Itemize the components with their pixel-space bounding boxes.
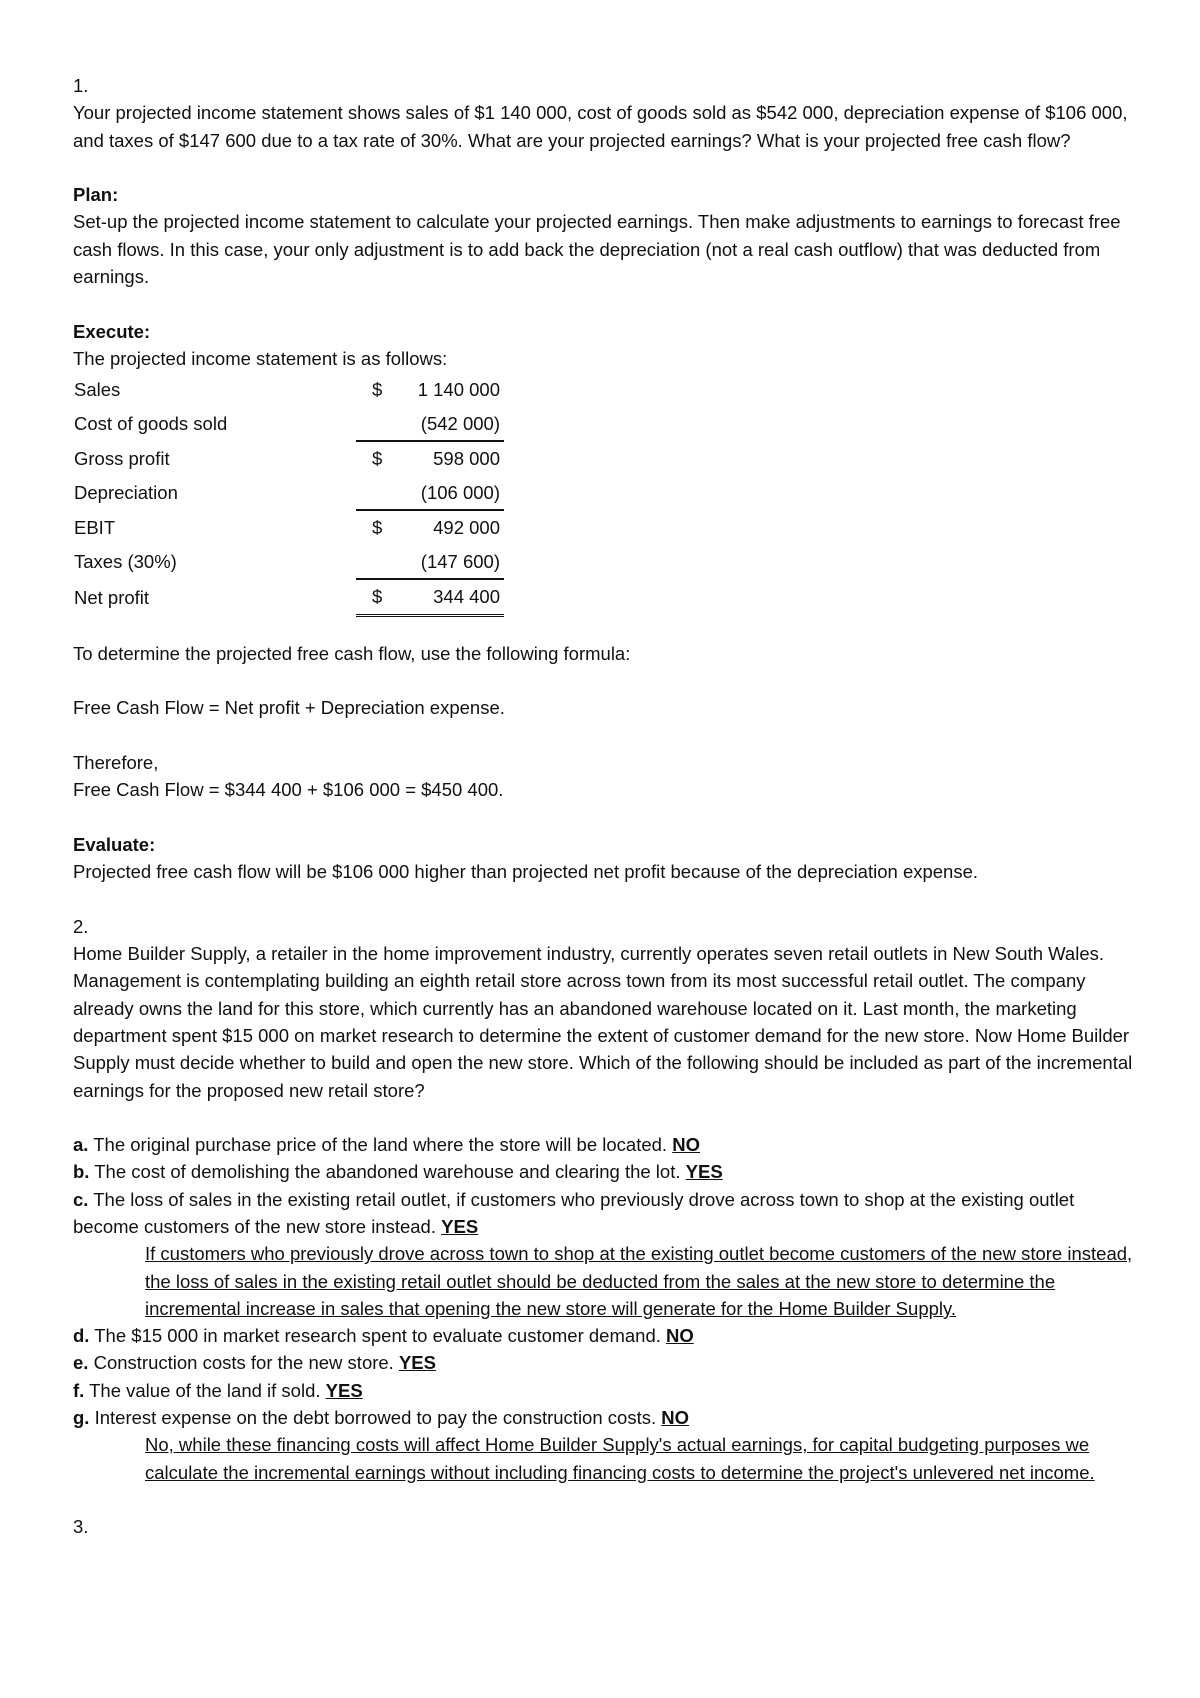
statement-currency	[356, 476, 404, 511]
item-text: The cost of demolishing the abandoned warehouse and clearing the lot.	[89, 1161, 686, 1183]
therefore-text: Therefore,	[73, 751, 159, 773]
item-text: The original purchase price of the land where the store will be located.	[88, 1134, 673, 1156]
statement-currency	[356, 407, 404, 442]
item-text: The loss of sales in the existing retail outlet, if customers who previously drove across town to shop at the existing outlet become customers of the new store instead.	[73, 1188, 1075, 1237]
item-letter: b.	[73, 1161, 90, 1183]
item-letter: d.	[73, 1325, 90, 1347]
statement-amount: (106 000)	[420, 481, 500, 503]
question-1-text: Your projected income statement shows sales of $1 140 000, cost of goods sold as $542 000, depreciation expense of $106 000, and taxes of $147 600 due to a tax rate of 30%. What are your projected earnings? What is your projected free cash flow?	[73, 102, 1128, 151]
statement-row-gross-profit	[73, 441, 504, 476]
question-2-number: 2.	[73, 915, 89, 937]
statement-row-taxes	[73, 545, 504, 580]
statement-row-cogs	[73, 407, 504, 442]
item-letter: a.	[73, 1134, 89, 1156]
income-statement-table	[73, 373, 504, 617]
answer-item-e	[73, 1349, 1133, 1376]
statement-row-sales	[73, 373, 504, 407]
statement-label: Depreciation	[74, 482, 178, 504]
item-answer: YES	[685, 1161, 723, 1183]
item-letter: c.	[73, 1188, 89, 1210]
answer-item-d	[73, 1322, 1133, 1349]
item-text: The value of the land if sold.	[84, 1379, 326, 1401]
note-c: If customers who previously drove across town to shop at the existing outlet become customers of the new store instead, the loss of sales in the existing retail outlet should be deducted from the sales at the new store to determine the incremental increase in sales that opening the new store will generate for the Home Builder Supply.	[145, 1243, 1133, 1319]
statement-label: EBIT	[74, 516, 116, 538]
statement-label: Cost of goods sold	[74, 413, 228, 435]
formula: Free Cash Flow = Net profit + Depreciation expense.	[73, 697, 505, 719]
document-page	[73, 72, 1133, 1541]
statement-row-ebit	[73, 510, 504, 545]
item-text: The $15 000 in market research spent to evaluate customer demand.	[89, 1325, 667, 1347]
question-1-number: 1.	[73, 75, 89, 96]
evaluate-heading: Evaluate:	[73, 833, 156, 855]
item-answer: NO	[661, 1407, 689, 1429]
statement-row-net-profit	[73, 579, 504, 615]
answer-item-c	[73, 1186, 1133, 1241]
answer-item-g	[73, 1404, 1133, 1431]
answer-item-a	[73, 1131, 1133, 1158]
item-answer: NO	[672, 1134, 700, 1156]
execute-heading: Execute:	[73, 320, 151, 342]
note-g: No, while these financing costs will affect Home Builder Supply's actual earnings, for capital budgeting purposes we calculate the incremental earnings without including financing costs to determine the project's unlevered net income.	[145, 1434, 1095, 1483]
statement-label: Gross profit	[74, 447, 170, 469]
item-answer: NO	[666, 1325, 694, 1347]
item-answer: YES	[325, 1379, 363, 1401]
item-text: Construction costs for the new store.	[88, 1352, 399, 1374]
item-answer: YES	[398, 1352, 436, 1374]
formula-intro: To determine the projected free cash flow, use the following formula:	[73, 642, 631, 664]
item-letter: f.	[73, 1379, 85, 1401]
statement-amount: (147 600)	[420, 550, 500, 572]
question-3-number: 3.	[73, 1516, 89, 1538]
item-text: Interest expense on the debt borrowed to pay the construction costs.	[89, 1407, 662, 1429]
answer-item-b	[73, 1158, 1133, 1185]
item-letter: e.	[73, 1352, 89, 1374]
free-cash-flow-result: Free Cash Flow = $344 400 + $106 000 = $450 400.	[73, 779, 504, 801]
statement-amount: 1 140 000	[417, 379, 500, 401]
statement-currency	[356, 545, 404, 580]
statement-label: Sales	[74, 379, 121, 401]
question-2-text: Home Builder Supply, a retailer in the home improvement industry, currently operates seven retail outlets in New South Wales. Management is contemplating building an eighth retail store across town from its most successful retail outlet. The company already owns the land for this store, which currently has an abandoned warehouse located on it. Last month, the marketing department spent $15 000 on market research to determine the extent of customer demand for the new store. Now Home Builder Supply must decide whether to build and open the new store. Which of the following should be included as part of the incremental earnings for the proposed new retail store?	[73, 943, 1133, 1101]
execute-intro: The projected income statement is as follows:	[73, 347, 448, 369]
statement-amount: (542 000)	[420, 412, 500, 434]
statement-currency: $	[356, 579, 404, 615]
plan-text: Set-up the projected income statement to calculate your projected earnings. Then make adjustments to earnings to forecast free cash flows. In this case, your only adjustment is to add back the depreciation (not a real cash outflow) that was deducted from earnings.	[73, 211, 1121, 288]
answer-item-f	[73, 1377, 1133, 1404]
statement-amount: 344 400	[404, 579, 504, 615]
item-letter: g.	[73, 1407, 90, 1429]
statement-label: Taxes (30%)	[74, 551, 177, 573]
statement-amount: 492 000	[404, 510, 504, 545]
statement-currency: $	[356, 510, 404, 545]
statement-label: Net profit	[74, 586, 150, 608]
statement-currency: $	[356, 441, 404, 476]
statement-amount: 598 000	[404, 441, 504, 476]
item-answer: YES	[441, 1216, 479, 1237]
plan-heading: Plan:	[73, 184, 119, 206]
evaluate-text: Projected free cash flow will be $106 000 higher than projected net profit because of the depreciation expense.	[73, 861, 979, 883]
statement-row-depreciation	[73, 476, 504, 511]
statement-currency: $	[372, 379, 383, 401]
